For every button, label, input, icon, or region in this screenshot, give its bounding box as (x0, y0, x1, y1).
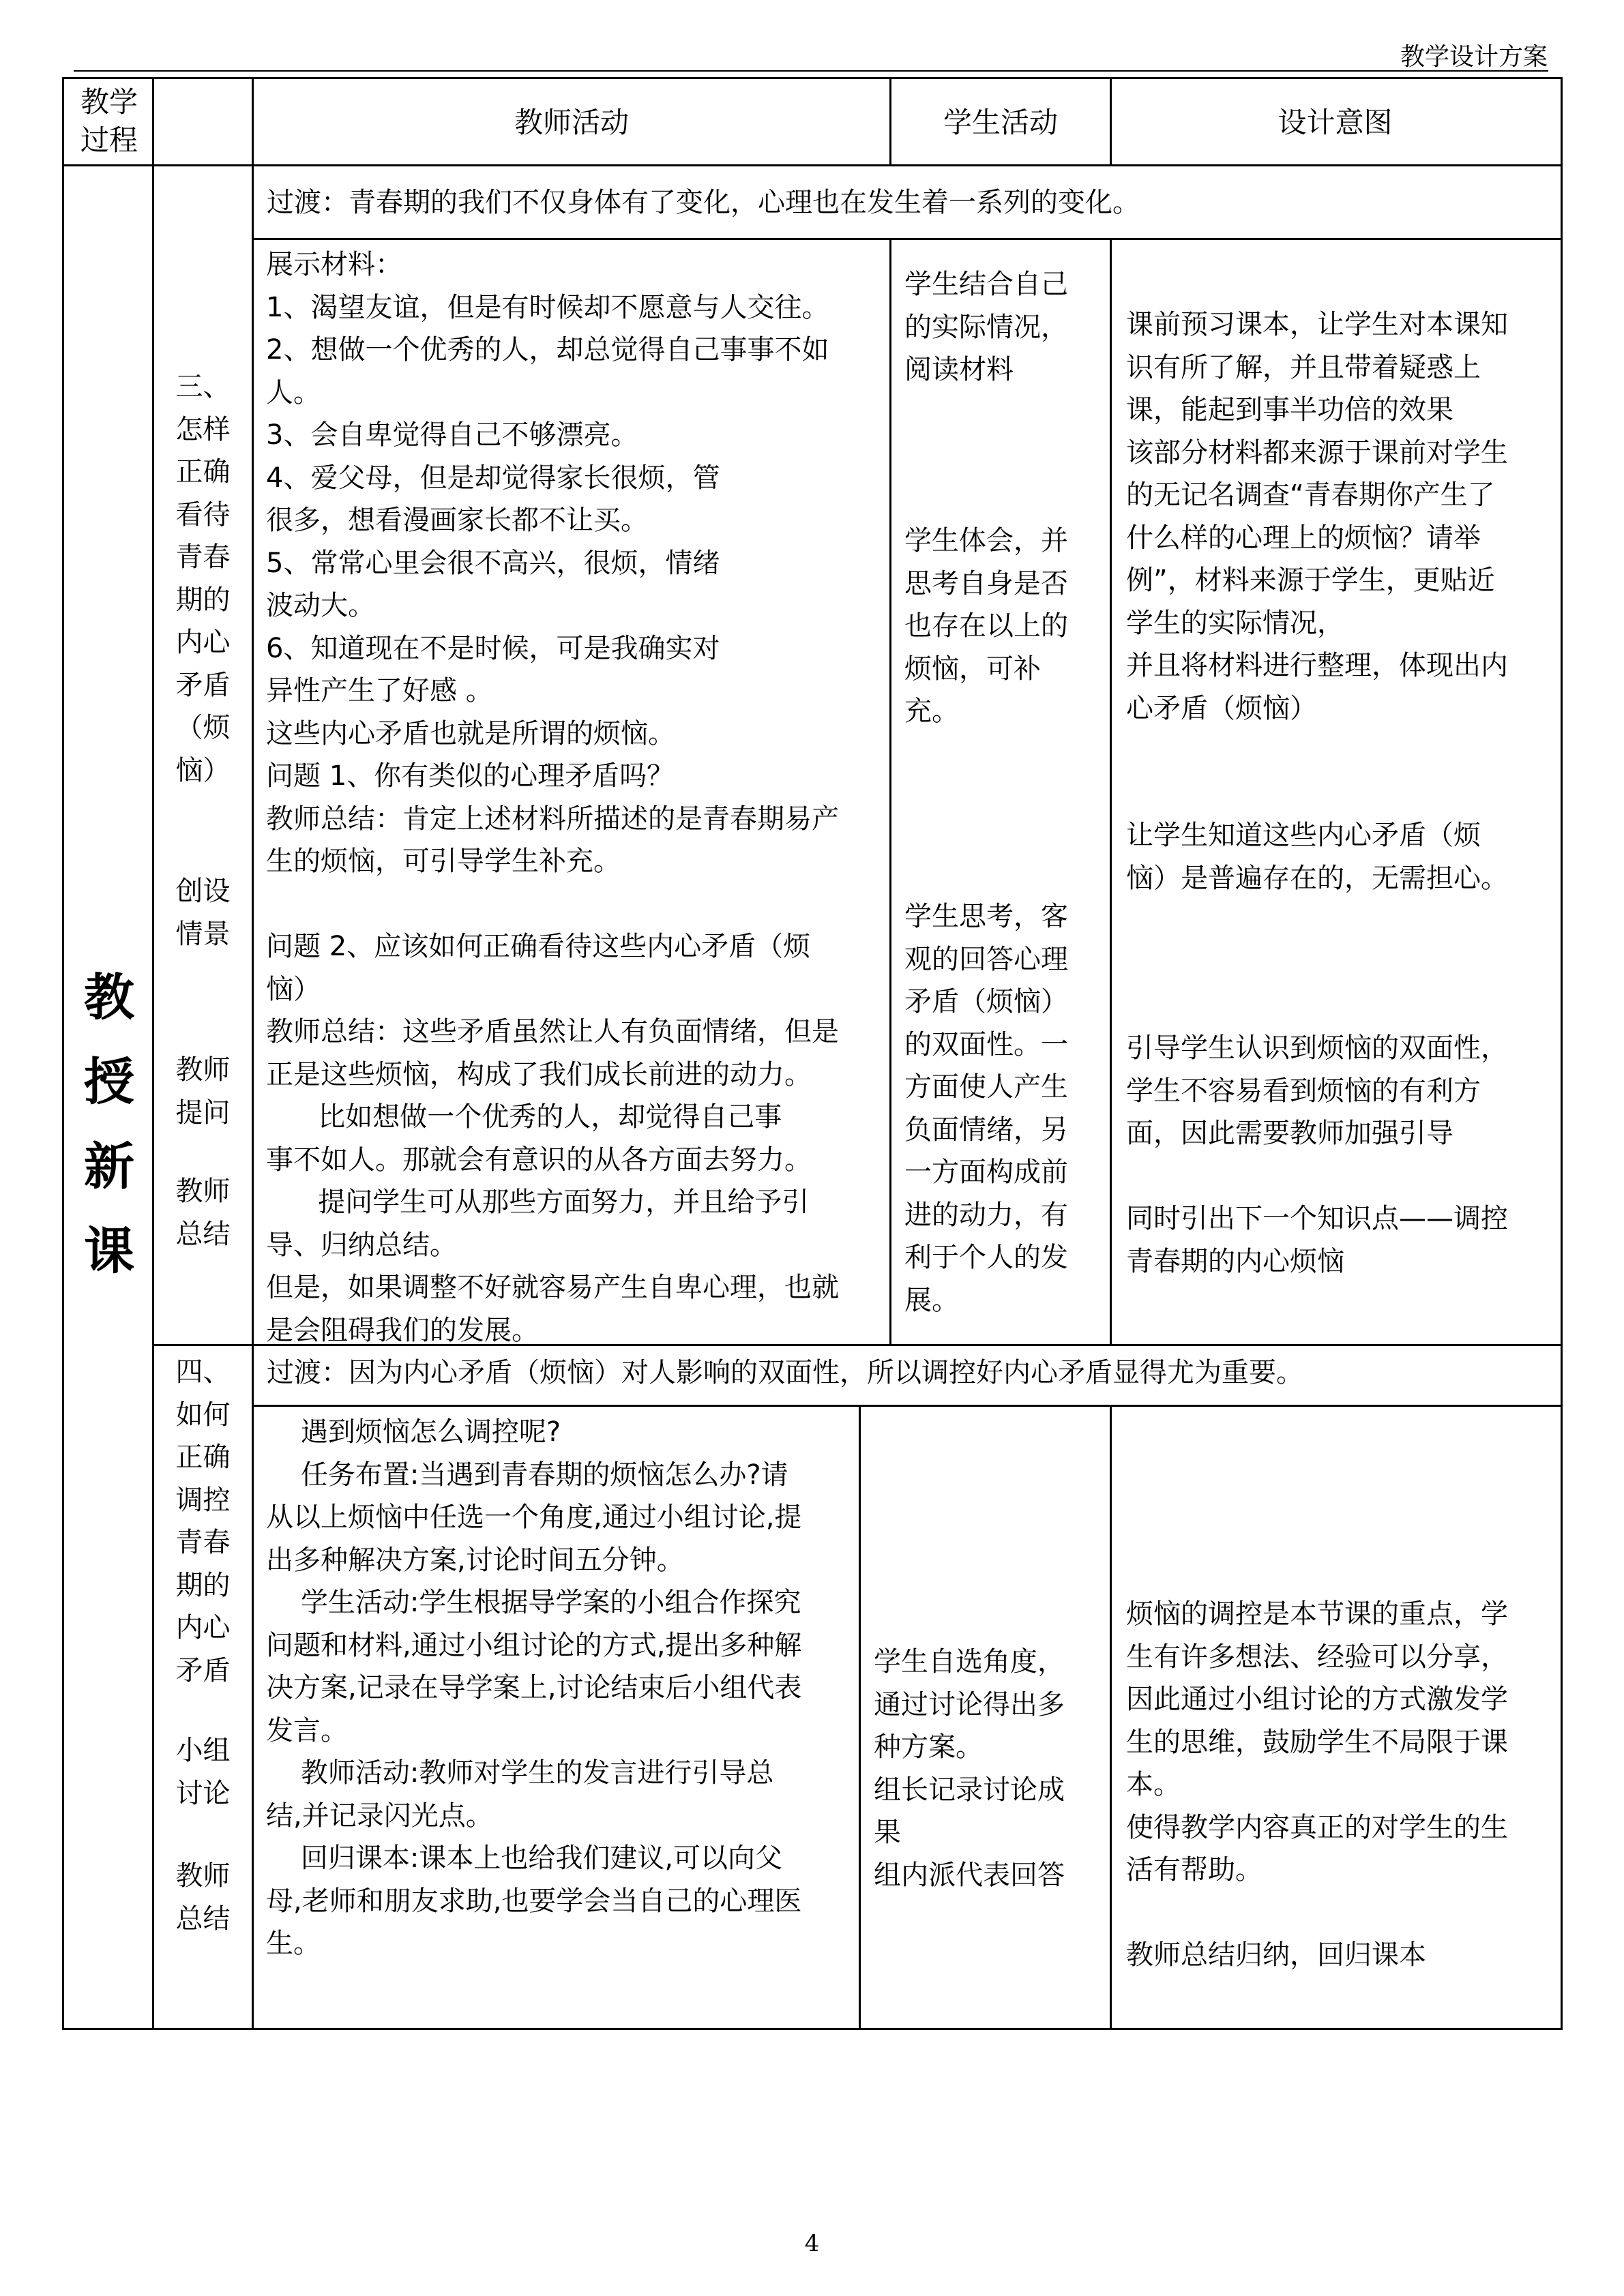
part3-sub-scenario: 创设 情景 (175, 876, 231, 950)
part3-student-activity-3: 学生思考，客 观的回答心理 矛盾（烦恼） 的双面性。一 方面使人产生 负面情绪，另 一方面构成前 进的动力，有 利于个人的发 展。 (904, 901, 1068, 1316)
row-divider (64, 164, 1561, 166)
header-divider (74, 70, 1548, 72)
row-divider (252, 238, 1561, 240)
part4-design: 烦恼的调控是本节课的重点，学 生有许多想法、经验可以分享， 因此通过小组讨论的方式激发学 生的思维，鼓励学生不局限于课 本。 使得教学内容真正的对学生的生 活有帮助。 教师总结归纳，回归课本 (1126, 1598, 1508, 1971)
part3-sub-question: 教师 提问 (175, 1054, 231, 1129)
part3-label: 三、 怎样 正确 看待 青春 期的 内心 矛盾 （烦 恼） (175, 371, 231, 786)
part4-student-activity: 学生自选角度， 通过讨论得出多 种方案。 组长记录讨论成 果 组内派代表回答 (874, 1646, 1065, 1891)
header-design: 设计意图 (1278, 106, 1393, 139)
header-student: 学生活动 (943, 106, 1058, 139)
page-number: 4 (804, 2230, 820, 2257)
part3-design-3: 引导学生认识到烦恼的双面性， 学生不容易看到烦恼的有利方 面，因此需要教师加强引导 同时引出下一个知识点——调控 青春期的内心烦恼 (1126, 1032, 1508, 1277)
part4-sub-discussion: 小组 讨论 (175, 1735, 231, 1809)
header-title: 教学设计方案 (1400, 43, 1548, 71)
part3-teacher-activity: 展示材料： 1、渴望友谊，但是有时候却不愿意与人交往。 2、想做一个优秀的人，却总觉得自己事事不如 人。 3、会自卑觉得自己不够漂亮。 4、爱父母，但是却觉得家长很烦，管 很多，想看漫画家长都不让买。 5、常常心里会很不高兴，很烦，情绪 波动大。 6、知道现在不是时候，可是我确实对 异性产生了好感 。 这些内心矛盾也就是所谓的烦恼。 问题 1、你有类似的心理矛盾吗？ 教师总结：肯定上述材料所描述的是青春期易产 生的烦恼，可引导学生补充。 问题 2、应该如何正确看待这些内心矛盾（烦 恼） 教师总结：这些矛盾虽然让人有负面情绪，但是 正是这些烦恼，构成了我们成长前进的动力。 比如想做一个优秀的人，却觉得自己事 事不如人。那就会有意识的从各方面去努力。 提问学生可从那些方面努力，并且给予引 导、归纳总结。 但是，如果调整不好就容易产生自卑心理，也就 是会阻碍我们的发展。 (266, 249, 839, 1346)
part3-student-activity-1: 学生结合自己 的实际情况， 阅读材料 (904, 269, 1068, 385)
part4-transition: 过渡：因为内心矛盾（烦恼）对人影响的双面性，所以调控好内心矛盾显得尤为重要。 (267, 1357, 1303, 1388)
col-divider (1110, 240, 1112, 1346)
part3-sub-summary: 教师 总结 (175, 1176, 231, 1250)
section-label: 教 授 新 课 (84, 968, 134, 1281)
part3-student-activity-2: 学生体会，并 思考自身是否 也存在以上的 烦恼，可补 充。 (904, 525, 1068, 727)
header-teacher: 教师活动 (514, 106, 629, 139)
part4-teacher-activity: 遇到烦恼怎么调控呢? 任务布置:当遇到青春期的烦恼怎么办?请 从以上烦恼中任选一个角度,通过小组讨论,提 出多种解决方案,讨论时间五分钟。 学生活动:学生根据导学案的小组合作探究 问题和材料,通过小组讨论的方式,提出多种解 决方案,记录在导学案上,讨论结束后小组代表 发言。 教师活动:教师对学生的发言进行引导总 结,并记录闪光点。 回归课本:课本上也给我们建议,可以向父 母,老师和朋友求助,也要学会当自己的心理医 生。 (266, 1416, 802, 1959)
part4-label: 四、 如何 正确 调控 青春 期的 内心 矛盾 (175, 1356, 231, 1686)
part3-design-2: 让学生知道这些内心矛盾（烦 恼）是普遍存在的，无需担心。 (1126, 820, 1508, 894)
lesson-table (62, 77, 1563, 2030)
col-divider (252, 79, 254, 2028)
part3-design-1: 课前预习课本，让学生对本课知 识有所了解，并且带着疑惑上 课，能起到事半功倍的效果 该部分材料都来源于课前对学生 的无记名调查“青春期你产生了 什么样的心理上的烦恼？请举 例”，材料来源于学生，更贴近 学生的实际情况， 并且将材料进行整理，体现出内 心矛盾（烦恼） (1126, 309, 1508, 724)
col-divider (859, 1407, 861, 2028)
row-divider (252, 1405, 1561, 1407)
header-process: 教学 过程 (80, 85, 138, 157)
col-divider (889, 240, 891, 1346)
part4-sub-summary: 教师 总结 (175, 1860, 231, 1935)
part3-transition: 过渡：青春期的我们不仅身体有了变化，心理也在发生着一系列的变化。 (267, 187, 1140, 218)
col-divider (1110, 1407, 1112, 2028)
